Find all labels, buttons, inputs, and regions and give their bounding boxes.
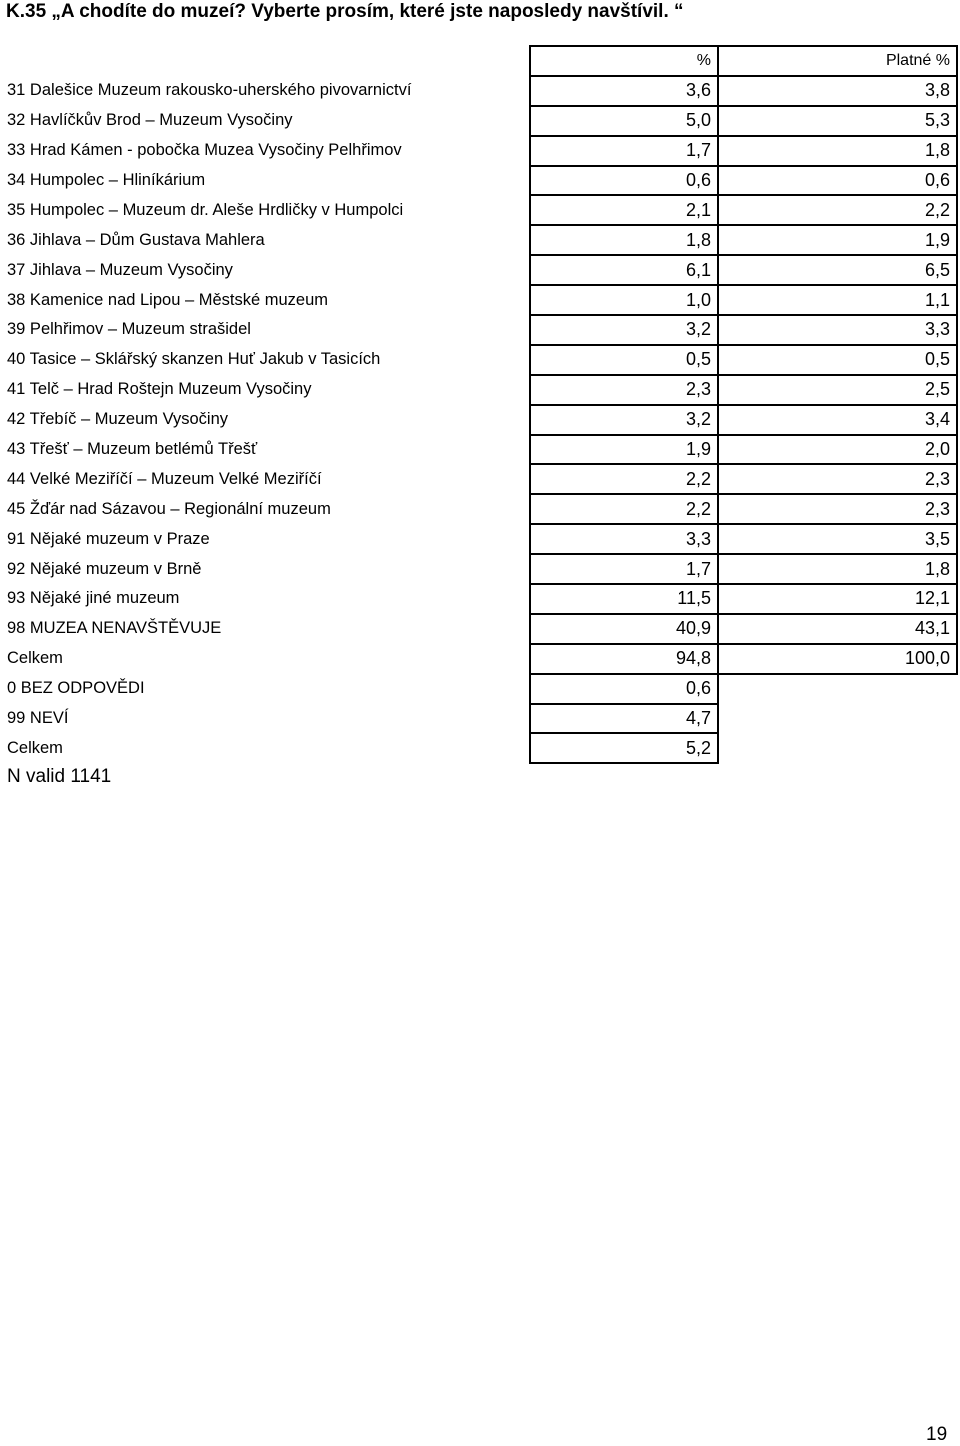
row-valid-percent: 3,5 xyxy=(718,524,957,554)
row-valid-percent: 12,1 xyxy=(718,584,957,614)
page-number: 19 xyxy=(926,1424,948,1445)
row-valid-percent: 3,8 xyxy=(718,76,957,106)
row-percent: 3,2 xyxy=(530,405,718,435)
row-percent: 3,6 xyxy=(530,76,718,106)
table-row xyxy=(2,106,957,136)
row-percent: 3,2 xyxy=(530,315,718,345)
row-label: 38 Kamenice nad Lipou – Městské muzeum xyxy=(2,285,530,315)
row-label: 93 Nějaké jiné muzeum xyxy=(2,584,530,614)
table-row xyxy=(2,494,957,524)
table-row xyxy=(2,225,957,255)
row-label: 39 Pelhřimov – Muzeum strašidel xyxy=(2,315,530,345)
row-valid-empty xyxy=(718,733,957,763)
row-label: 33 Hrad Kámen - pobočka Muzea Vysočiny Pelhřimov xyxy=(2,136,530,166)
row-percent: 0,6 xyxy=(530,674,718,704)
row-percent: 5,0 xyxy=(530,106,718,136)
table-row xyxy=(2,375,957,405)
question-title: K.35 „A chodíte do muzeí? Vyberte prosím, které jste naposledy navštívil. “ xyxy=(6,1,684,22)
row-valid-percent: 2,5 xyxy=(718,375,957,405)
row-percent: 5,2 xyxy=(530,733,718,763)
table-row xyxy=(2,554,957,584)
row-label: 32 Havlíčkův Brod – Muzeum Vysočiny xyxy=(2,106,530,136)
row-percent: 1,9 xyxy=(530,435,718,465)
table-row xyxy=(2,315,957,345)
row-label: 36 Jihlava – Dům Gustava Mahlera xyxy=(2,225,530,255)
row-valid-percent: 2,3 xyxy=(718,464,957,494)
row-percent: 11,5 xyxy=(530,584,718,614)
row-label: 99 NEVÍ xyxy=(2,704,530,734)
row-percent: 1,8 xyxy=(530,225,718,255)
row-label: 35 Humpolec – Muzeum dr. Aleše Hrdličky v Humpolci xyxy=(2,195,530,225)
row-percent: 40,9 xyxy=(530,614,718,644)
row-percent: 0,6 xyxy=(530,166,718,196)
row-valid-percent: 2,2 xyxy=(718,195,957,225)
table-row xyxy=(2,464,957,494)
row-label: 98 MUZEA NENAVŠTĚVUJE xyxy=(2,614,530,644)
row-valid-percent: 5,3 xyxy=(718,106,957,136)
table-row xyxy=(2,584,957,614)
row-valid-percent: 1,8 xyxy=(718,136,957,166)
n-valid-footnote: N valid 1141 xyxy=(7,766,112,787)
museum-visits-table xyxy=(2,45,958,764)
row-valid-percent: 1,8 xyxy=(718,554,957,584)
row-valid-percent: 0,6 xyxy=(718,166,957,196)
table-row xyxy=(2,255,957,285)
row-percent: 2,1 xyxy=(530,195,718,225)
row-percent: 94,8 xyxy=(530,644,718,674)
table-row xyxy=(2,195,957,225)
table-row xyxy=(2,285,957,315)
row-valid-percent: 6,5 xyxy=(718,255,957,285)
row-label: Celkem xyxy=(2,733,530,763)
row-percent: 1,7 xyxy=(530,136,718,166)
row-valid-empty xyxy=(718,674,957,704)
table-row xyxy=(2,644,957,674)
row-valid-percent: 1,1 xyxy=(718,285,957,315)
row-percent: 6,1 xyxy=(530,255,718,285)
row-label: Celkem xyxy=(2,644,530,674)
row-valid-percent: 2,0 xyxy=(718,435,957,465)
row-valid-percent: 2,3 xyxy=(718,494,957,524)
row-label: 40 Tasice – Sklářský skanzen Huť Jakub v Tasicích xyxy=(2,345,530,375)
row-valid-percent: 1,9 xyxy=(718,225,957,255)
row-valid-percent: 100,0 xyxy=(718,644,957,674)
header-empty-cell xyxy=(2,46,530,76)
header-percent: % xyxy=(530,46,718,76)
row-percent: 1,0 xyxy=(530,285,718,315)
table-header-row xyxy=(2,46,957,76)
table-row xyxy=(2,166,957,196)
table-row xyxy=(2,405,957,435)
row-label: 92 Nějaké muzeum v Brně xyxy=(2,554,530,584)
row-valid-percent: 0,5 xyxy=(718,345,957,375)
row-label: 37 Jihlava – Muzeum Vysočiny xyxy=(2,255,530,285)
table-row xyxy=(2,733,957,763)
table-row xyxy=(2,345,957,375)
row-valid-percent: 3,3 xyxy=(718,315,957,345)
table-row xyxy=(2,435,957,465)
table-row xyxy=(2,674,957,704)
header-valid-percent: Platné % xyxy=(718,46,957,76)
row-label: 91 Nějaké muzeum v Praze xyxy=(2,524,530,554)
row-percent: 0,5 xyxy=(530,345,718,375)
table-row xyxy=(2,136,957,166)
row-valid-percent: 43,1 xyxy=(718,614,957,644)
row-valid-percent: 3,4 xyxy=(718,405,957,435)
table-row xyxy=(2,704,957,734)
table-row xyxy=(2,614,957,644)
row-label: 34 Humpolec – Hliníkárium xyxy=(2,166,530,196)
row-label: 44 Velké Meziříčí – Muzeum Velké Meziříčí xyxy=(2,464,530,494)
row-label: 41 Telč – Hrad Roštejn Muzeum Vysočiny xyxy=(2,375,530,405)
row-label: 31 Dalešice Muzeum rakousko-uherského pivovarnictví xyxy=(2,76,530,106)
table-row xyxy=(2,76,957,106)
row-label: 0 BEZ ODPOVĚDI xyxy=(2,674,530,704)
row-valid-empty xyxy=(718,704,957,734)
row-percent: 2,2 xyxy=(530,494,718,524)
row-percent: 3,3 xyxy=(530,524,718,554)
row-percent: 4,7 xyxy=(530,704,718,734)
row-label: 45 Žďár nad Sázavou – Regionální muzeum xyxy=(2,494,530,524)
row-label: 42 Třebíč – Muzeum Vysočiny xyxy=(2,405,530,435)
table-row xyxy=(2,524,957,554)
row-percent: 1,7 xyxy=(530,554,718,584)
row-percent: 2,3 xyxy=(530,375,718,405)
row-label: 43 Třešť – Muzeum betlémů Třešť xyxy=(2,435,530,465)
row-percent: 2,2 xyxy=(530,464,718,494)
